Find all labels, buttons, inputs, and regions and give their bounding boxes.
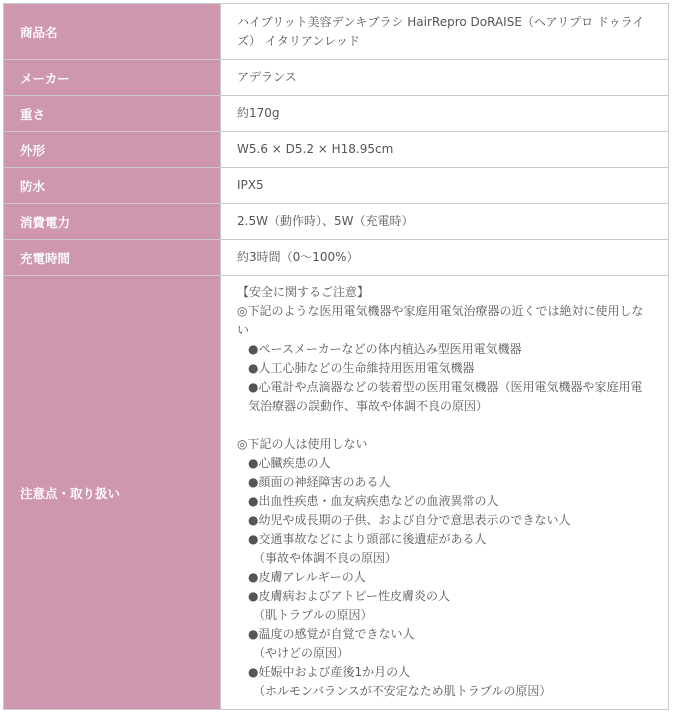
caution-section-devices: ◎下記のような医用電気機器や家庭用電気治療器の近くでは絶対に使用しない: [237, 304, 644, 337]
caution-item: ●心臓疾患の人: [248, 456, 331, 470]
spec-table: [3, 3, 669, 710]
caution-item: ●人工心肺などの生命維持用医用電気機器: [248, 361, 475, 375]
caution-item: ●皮膚アレルギーの人: [248, 570, 366, 584]
caution-item: ●皮膚病およびアトピー性皮膚炎の人: [248, 589, 450, 603]
row-label-product-name: 商品名: [4, 4, 221, 60]
row-label-power: 消費電力: [4, 204, 221, 240]
row-value-charge-time: 約3時間（0〜100%）: [221, 240, 669, 276]
caution-item: ●妊娠中および産後1か月の人: [248, 665, 411, 679]
table-row: [4, 4, 669, 60]
row-label-charge-time: 充電時間: [4, 240, 221, 276]
row-label-maker: メーカー: [4, 60, 221, 96]
row-value-dimensions: W5.6 × D5.2 × H18.95cm: [221, 132, 669, 168]
table-row: [4, 132, 669, 168]
caution-item: ●顔面の神経障害のある人: [248, 475, 391, 489]
caution-reason: （肌トラブルの原因）: [253, 608, 373, 622]
caution-item: ●温度の感覚が自覚できない人: [248, 627, 415, 641]
caution-item: ●幼児や成長期の子供、および自分で意思表示のできない人: [248, 513, 571, 527]
caution-reason: （やけどの原因）: [253, 646, 350, 660]
caution-spacer: [237, 416, 652, 435]
table-row: [4, 168, 669, 204]
caution-heading: 【安全に関するご注意】: [237, 285, 370, 299]
row-value-product-name: ハイブリット美容デンキブラシ HairRepro DoRAISE（ヘアリプロ ドゥライズ） イタリアンレッド: [221, 4, 669, 60]
caution-item: ●交通事故などにより頭部に後遺症がある人: [248, 532, 487, 546]
caution-item: ●出血性疾患・血友病疾患などの血液異常の人: [248, 494, 499, 508]
row-label-waterproof: 防水: [4, 168, 221, 204]
caution-item: ●心電計や点滴器などの装着型の医用電気機器（医用電気機器や家庭用電気治療器の誤動作、事故や体調不良の原因）: [248, 380, 643, 413]
row-value-maker: アデランス: [221, 60, 669, 96]
caution-reason: （事故や体調不良の原因）: [253, 551, 398, 565]
row-label-dimensions: 外形: [4, 132, 221, 168]
caution-reason: （ホルモンバランスが不安定なため肌トラブルの原因）: [253, 684, 552, 698]
row-value-power: 2.5W（動作時）、5W（充電時）: [221, 204, 669, 240]
row-label-weight: 重さ: [4, 96, 221, 132]
row-value-weight: 約170g: [221, 96, 669, 132]
row-value-caution: [221, 276, 669, 710]
table-row: [4, 276, 669, 710]
table-row: [4, 96, 669, 132]
row-label-caution: 注意点・取り扱い: [4, 276, 221, 710]
table-row: [4, 204, 669, 240]
table-row: [4, 240, 669, 276]
caution-item: ●ペースメーカーなどの体内植込み型医用電気機器: [248, 342, 522, 356]
table-row: [4, 60, 669, 96]
row-value-waterproof: IPX5: [221, 168, 669, 204]
caution-section-persons: ◎下記の人は使用しない: [237, 437, 368, 451]
